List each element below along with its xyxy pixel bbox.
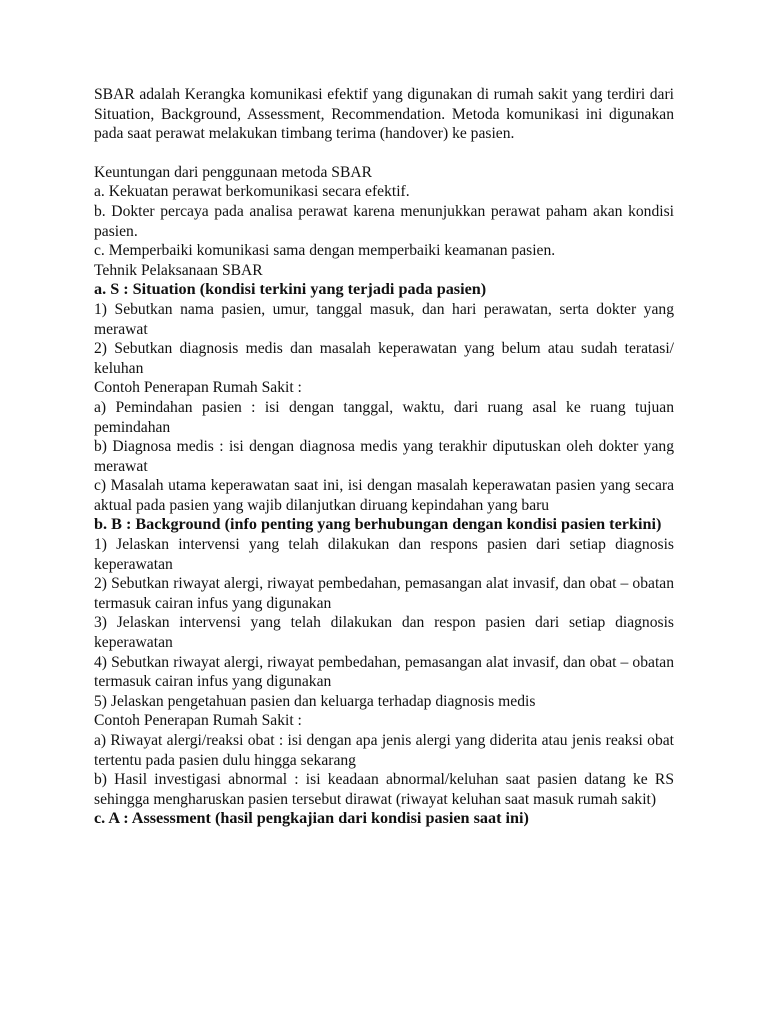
document-body [94, 85, 674, 829]
benefit-item: c. Memperbaiki komunikasi sama dengan memperbaiki keamanan pasien. [94, 242, 556, 260]
situation-item: 1) Sebutkan nama pasien, umur, tanggal masuk, dan hari perawatan, serta dokter yang merawat [94, 300, 674, 338]
benefit-item: a. Kekuatan perawat berkomunikasi secara efektif. [94, 183, 410, 201]
paragraph-spacer [94, 144, 674, 163]
technique-title: Tehnik Pelaksanaan SBAR [94, 261, 263, 279]
background-item: 3) Jelaskan intervensi yang telah dilakukan dan respon pasien dari setiap diagnosis keperawatan [94, 614, 674, 652]
background-item: 5) Jelaskan pengetahuan pasien dan keluarga terhadap diagnosis medis [94, 692, 536, 710]
benefit-item: b. Dokter percaya pada analisa perawat karena menunjukkan perawat paham akan kondisi pasien. [94, 202, 674, 240]
situation-example-title: Contoh Penerapan Rumah Sakit : [94, 379, 302, 397]
benefits-title: Keuntungan dari penggunaan metoda SBAR [94, 163, 373, 181]
background-example: b) Hasil investigasi abnormal : isi keadaan abnormal/keluhan saat pasien datang ke RS sehingga mengharuskan pasien tersebut dirawat (riwayat keluhan saat masuk rumah sakit) [94, 771, 674, 808]
background-heading: b. B : Background (info penting yang berhubungan dengan kondisi pasien terkini) [94, 515, 662, 534]
background-item: 1) Jelaskan intervensi yang telah dilakukan dan respons pasien dari setiap diagnosis keperawatan [94, 536, 674, 573]
background-example-title: Contoh Penerapan Rumah Sakit : [94, 712, 302, 730]
background-item: 2) Sebutkan riwayat alergi, riwayat pembedahan, pemasangan alat invasif, dan obat – obatan termasuk cairan infus yang digunakan [94, 575, 674, 612]
situation-heading: a. S : Situation (kondisi terkini yang terjadi pada pasien) [94, 280, 487, 299]
intro-paragraph: SBAR adalah Kerangka komunikasi efektif yang digunakan di rumah sakit yang terdiri dari Situation, Background, Assessment, Recommendation. Metoda komunikasi ini digunakan pada saat perawat melakukan timbang terima (handover) ke pasien. [94, 86, 674, 143]
assessment-heading: c. A : Assessment (hasil pengkajian dari kondisi pasien saat ini) [94, 809, 529, 828]
situation-example: a) Pemindahan pasien : isi dengan tanggal, waktu, dari ruang asal ke ruang tujuan pemindahan [94, 398, 674, 436]
situation-example: c) Masalah utama keperawatan saat ini, isi dengan masalah keperawatan pasien yang secara aktual pada pasien yang wajib dilanjutkan diruang kepindahan yang baru [94, 477, 674, 514]
situation-example: b) Diagnosa medis : isi dengan diagnosa medis yang terakhir diputuskan oleh dokter yang merawat [94, 438, 674, 475]
background-item: 4) Sebutkan riwayat alergi, riwayat pembedahan, pemasangan alat invasif, dan obat – obatan termasuk cairan infus yang digunakan [94, 653, 674, 691]
background-example: a) Riwayat alergi/reaksi obat : isi dengan apa jenis alergi yang diderita atau jenis reaksi obat tertentu pada pasien dulu hingga sekarang [94, 732, 674, 769]
situation-item: 2) Sebutkan diagnosis medis dan masalah keperawatan yang belum atau sudah teratasi/ keluhan [94, 340, 674, 377]
